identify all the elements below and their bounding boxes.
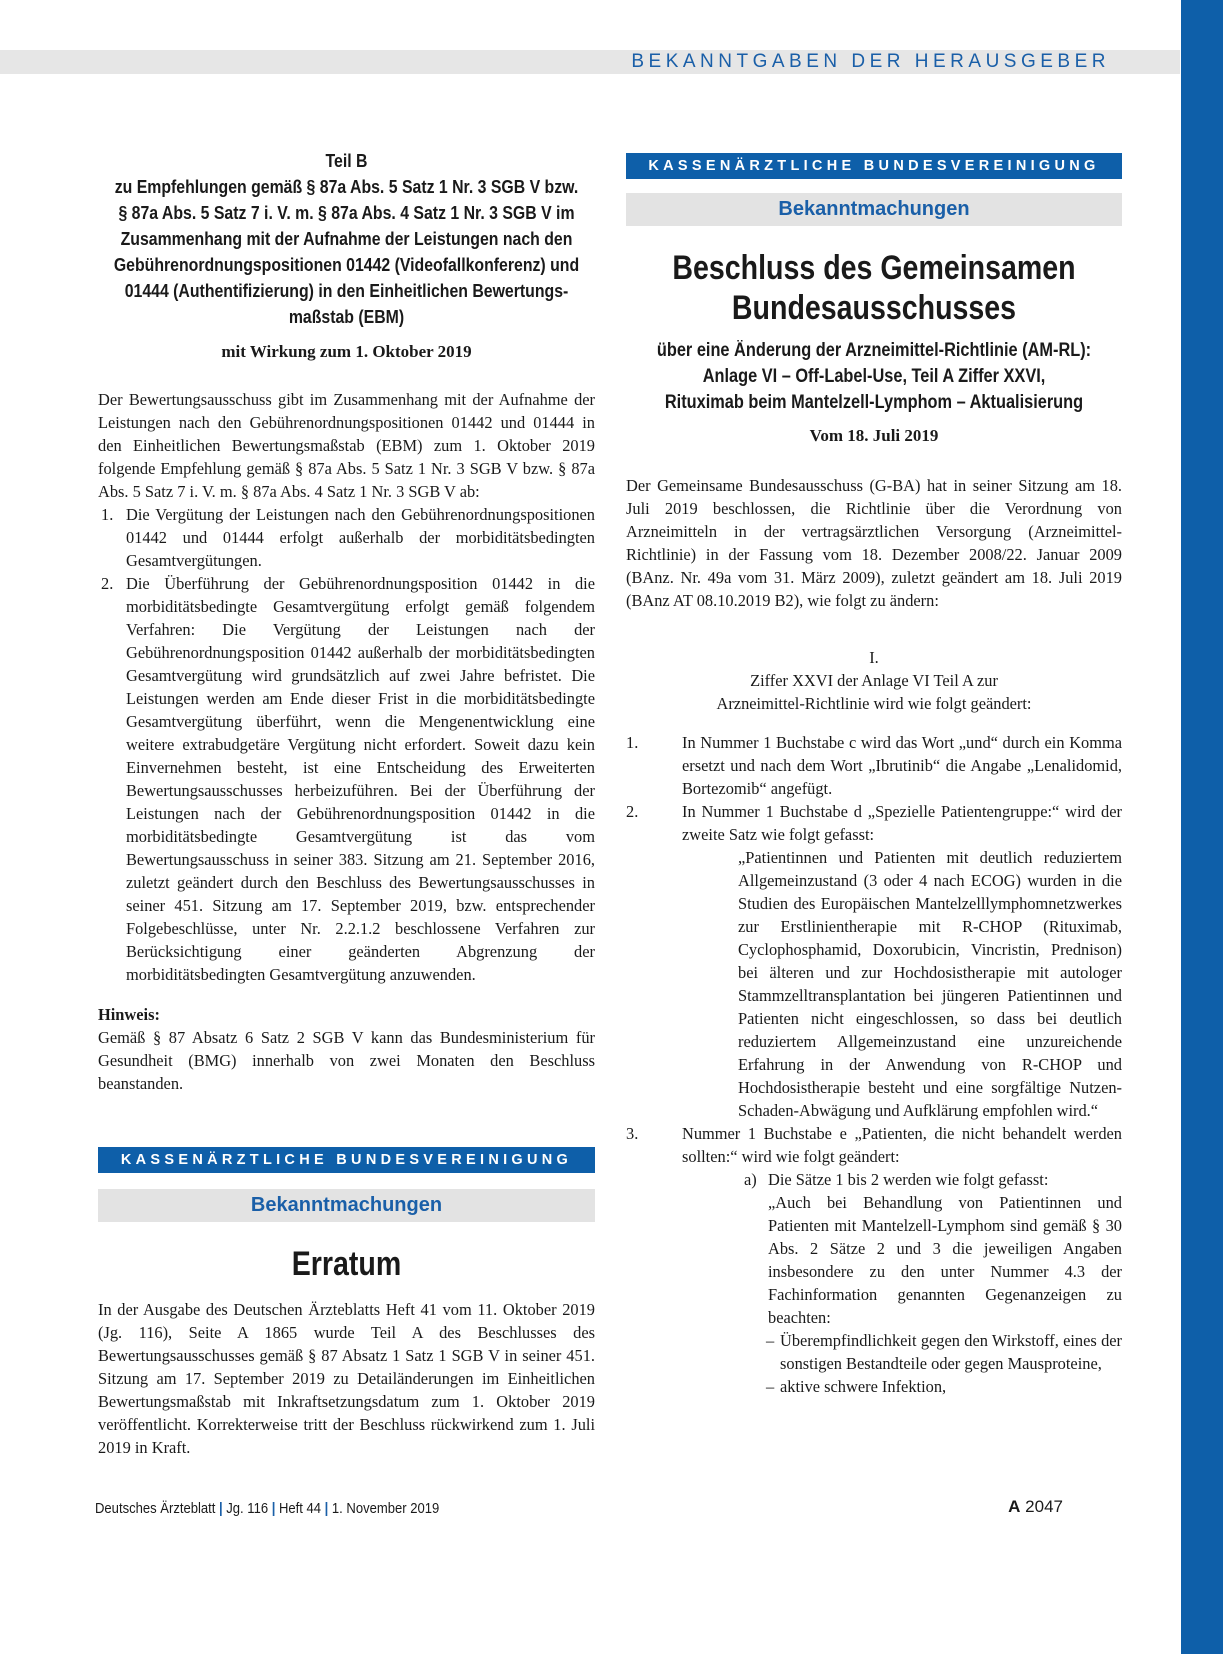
item-number: 2.	[626, 802, 639, 821]
dash-item: – aktive schwere Infektion,	[766, 1377, 947, 1396]
kbv-banner: KASSENÄRZTLICHE BUNDESVEREINIGUNG	[626, 153, 1122, 179]
sub-item-a	[682, 1168, 1122, 1329]
bekanntmachungen-banner: Bekanntmachungen	[98, 1189, 595, 1222]
item-number: 1.	[101, 505, 114, 524]
item-text: Die Überführung der Gebührenordnungsposition 01442 in die morbiditätsbedingte Gesamtvergütung erfolgt gemäß folgendem Verfahren: Die Vergütung der Leistungen nach der Gebührenordnungsposition 01442 außerhalb der morbiditätsbedingten Gesamtvergütung wird grundsätzlich auf zwei Jahre befristet. Die Leistungen werden am Ende dieser Frist in die morbiditätsbedingte Gesamtvergütung überführt, wenn die Mengenentwicklung eine weitere extrabudgetäre Vergütung nicht erfordert. Soweit dazu kein Einvernehmen besteht, ist eine Entscheidung des Erweiterten Bewertungsausschusses herbeizuführen. Bei der Überführung der Leistungen nach der Gebührenordnungsposition 01442 in die morbiditätsbedingte Gesamtvergütung ist das vom Bewertungsausschuss in seiner 383. Sitzung am 21. September 2016, zuletzt geändert durch den Beschluss des Bewertungsausschusses in seiner 451. Sitzung am 17. September 2019, bzw. entsprechender Folgebeschlüsse, unter Nr. 2.2.1.2 beschlossene Verfahren zur Berücksichtigung einer geänderten Abgrenzung der morbiditätsbedingten Gesamtvergütung anzuwenden.	[126, 574, 595, 984]
list-item	[626, 1122, 1122, 1398]
dash-item-text: Überempfindlichkeit gegen den Wirkstoff, eines der sonstigen Bestandteile oder gegen Mausproteine,	[780, 1331, 1122, 1373]
section-line: Ziffer XXVI der Anlage VI Teil A zur	[750, 671, 998, 690]
list-item	[626, 800, 1122, 1122]
item-number: 2.	[101, 574, 114, 593]
subtitle-line: Rituximab beim Mantelzell-Lymphom – Aktualisierung	[664, 392, 1084, 413]
heading-line: § 87a Abs. 5 Satz 7 i. V. m. § 87a Abs. 4 Satz 1 Nr. 3 SGB V im	[118, 203, 575, 223]
sub-item-text: Die Sätze 1 bis 2 werden wie folgt gefasst:	[768, 1170, 1049, 1189]
item-text: In Nummer 1 Buchstabe c wird das Wort „und“ durch ein Komma ersetzt und nach dem Wort „Ibrutinib“ die Angabe „Lenalidomid, Bortezomib“ angefügt.	[682, 733, 1122, 798]
heading-line: Zusammenhang mit der Aufnahme der Leistungen nach den	[120, 229, 573, 249]
heading-line: Gebührenordnungspositionen 01442 (Videofallkonferenz) und	[113, 255, 580, 275]
right-accent-bar	[1181, 0, 1223, 1654]
item-number: 3.	[626, 1124, 639, 1143]
section-heading	[626, 646, 1122, 715]
dash-item: – Überempfindlichkeit gegen den Wirkstoff, eines der sonstigen Bestandteile oder gegen Mausproteine,	[766, 1331, 1122, 1373]
dash-item-text: aktive schwere Infektion,	[780, 1377, 947, 1396]
list-item	[98, 503, 595, 572]
section-line: Arzneimittel-Richtlinie wird wie folgt geändert:	[716, 694, 1032, 713]
page-prefix: A	[1008, 1497, 1021, 1516]
beschluss-title	[632, 248, 1116, 328]
hinweis-title: Hinweis:	[98, 1005, 160, 1024]
header-bar	[0, 50, 1180, 74]
beschluss-date: Vom 18. Juli 2019	[809, 426, 939, 445]
quote-block: „Patientinnen und Patienten mit deutlich reduziertem Allgemeinzustand (3 oder 4 nach ECOG) wurden in die Studien des Europäischen Mantelzelllymphomnetzwerkes zur Erstlinientherapie mit R-CHOP (Rituximab, Cyclophosphamid, Doxorubicin, Vincristin, Prednison) bei älteren und zur Hochdosistherapie mit autologer Stammzelltransplantation bei jüngeren Patientinnen und Patienten nicht eingeschlossen, so dass bei deutlich reduziertem Allgemeinzustand eine unzureichende Erfahrung in der Anwendung von R-CHOP und Hochdosistherapie besteht und eine sorgfältige Nutzen-Schaden-Abwägung und Aufklärung empfohlen wird.“	[738, 848, 1122, 1120]
recommendation-list	[98, 503, 595, 986]
footer-citation: Deutsches Ärzteblatt | Jg. 116 | Heft 44 | 1. November 2019	[95, 1501, 440, 1517]
journal-date: 1. November 2019	[331, 1501, 440, 1517]
amendment-list	[626, 731, 1122, 1398]
heading-line: 01444 (Authentifizierung) in den Einheitlichen Bewertungs-	[124, 281, 569, 301]
teil-b-heading	[101, 148, 591, 330]
list-item	[626, 731, 1122, 800]
heading-line: zu Empfehlungen gemäß § 87a Abs. 5 Satz 1 Nr. 3 SGB V bzw.	[114, 177, 579, 197]
page-number-value: 2047	[1025, 1497, 1063, 1516]
item-text: Nummer 1 Buchstabe e „Patienten, die nicht behandelt werden sollten:“ wird wie folgt geändert:	[682, 1124, 1122, 1166]
title-line: Beschluss des Gemeinsamen	[672, 249, 1076, 287]
bekanntmachungen-banner: Bekanntmachungen	[626, 193, 1122, 226]
heading-line: maßstab (EBM)	[288, 307, 405, 327]
erratum-text: In der Ausgabe des Deutschen Ärzteblatts Heft 41 vom 11. Oktober 2019 (Jg. 116), Seite A 1865 wurde Teil A des Beschlusses des Bewertungsausschusses gemäß § 87 Absatz 1 Satz 1 SGB V in seiner 451. Sitzung am 17. September 2019 zu Detailänderungen im Einheitlichen Bewertungsmaßstab mit Inkraftsetzungsdatum zum 1. Oktober 2019 veröffentlicht. Korrekterweise tritt der Beschluss rückwirkend zum 1. Juli 2019 in Kraft.	[98, 1300, 595, 1457]
section-number: I.	[869, 648, 879, 667]
title-line: Bundesausschusses	[731, 289, 1017, 327]
item-text: Die Vergütung der Leistungen nach den Gebührenordnungspositionen 01442 und 01444 erfolgt außerhalb der morbiditätsbedingten Gesamtvergütungen.	[126, 505, 595, 570]
item-text: In Nummer 1 Buchstabe d „Spezielle Patientengruppe:“ wird der zweite Satz wie folgt gefasst:	[682, 802, 1122, 844]
effective-date: mit Wirkung zum 1. Oktober 2019	[221, 342, 472, 361]
sub-item-label: a)	[744, 1170, 757, 1189]
hinweis-text: Gemäß § 87 Absatz 6 Satz 2 SGB V kann das Bundesministerium für Gesundheit (BMG) innerhalb von zwei Monaten den Beschluss beanstanden.	[98, 1028, 595, 1093]
erratum-title: Erratum	[291, 1245, 402, 1283]
right-column	[626, 153, 1122, 1398]
page-number	[1008, 1497, 1063, 1517]
subtitle-line: Anlage VI – Off-Label-Use, Teil A Ziffer XXVI,	[702, 366, 1046, 387]
kbv-banner: KASSENÄRZTLICHE BUNDESVEREINIGUNG	[98, 1147, 595, 1173]
heading-line: Teil B	[325, 151, 368, 171]
journal-volume: Jg. 116	[226, 1501, 269, 1517]
quote-block: „Auch bei Behandlung von Patientinnen und Patienten mit Mantelzell-Lymphom sind gemäß § 30 Abs. 2 Sätze 2 und 3 die jeweiligen Angaben insbesondere zu den unter Nummer 4.3 der Fachinformation genannten Gegenanzeigen zu beachten:	[768, 1193, 1122, 1327]
item-number: 1.	[626, 733, 639, 752]
journal-name: Deutsches Ärzteblatt	[95, 1501, 216, 1517]
intro-paragraph: Der Bewertungsausschuss gibt im Zusammenhang mit der Aufnahme der Leistungen nach den Gebührenordnungspositionen 01442 und 01444 in den Einheitlichen Bewertungsmaßstab (EBM) zum 1. Oktober 2019 folgende Empfehlung gemäß § 87a Abs. 5 Satz 1 Nr. 3 SGB V bzw. § 87a Abs. 5 Satz 7 i. V. m. § 87a Abs. 4 Satz 1 Nr. 3 SGB V ab:	[98, 390, 595, 501]
left-column	[98, 148, 595, 1459]
subtitle-line: über eine Änderung der Arzneimittel-Richtlinie (AM-RL):	[656, 340, 1092, 361]
header-section-title: BEKANNTGABEN DER HERAUSGEBER	[631, 51, 1110, 72]
list-item	[98, 572, 595, 986]
journal-issue: Heft 44	[278, 1501, 322, 1517]
beschluss-intro: Der Gemeinsame Bundesausschuss (G-BA) hat in seiner Sitzung am 18. Juli 2019 beschlossen, die Richtlinie über die Verordnung von Arzneimitteln in der vertragsärztlichen Versorgung (Arzneimittel-Richtlinie) in der Fassung vom 18. Dezember 2008/22. Januar 2009 (BAnz. Nr. 49a vom 31. März 2009), zuletzt geändert am 18. Juli 2019 (BAnz AT 08.10.2019 B2), wie folgt zu ändern:	[626, 476, 1122, 610]
beschluss-subtitle	[626, 338, 1121, 416]
